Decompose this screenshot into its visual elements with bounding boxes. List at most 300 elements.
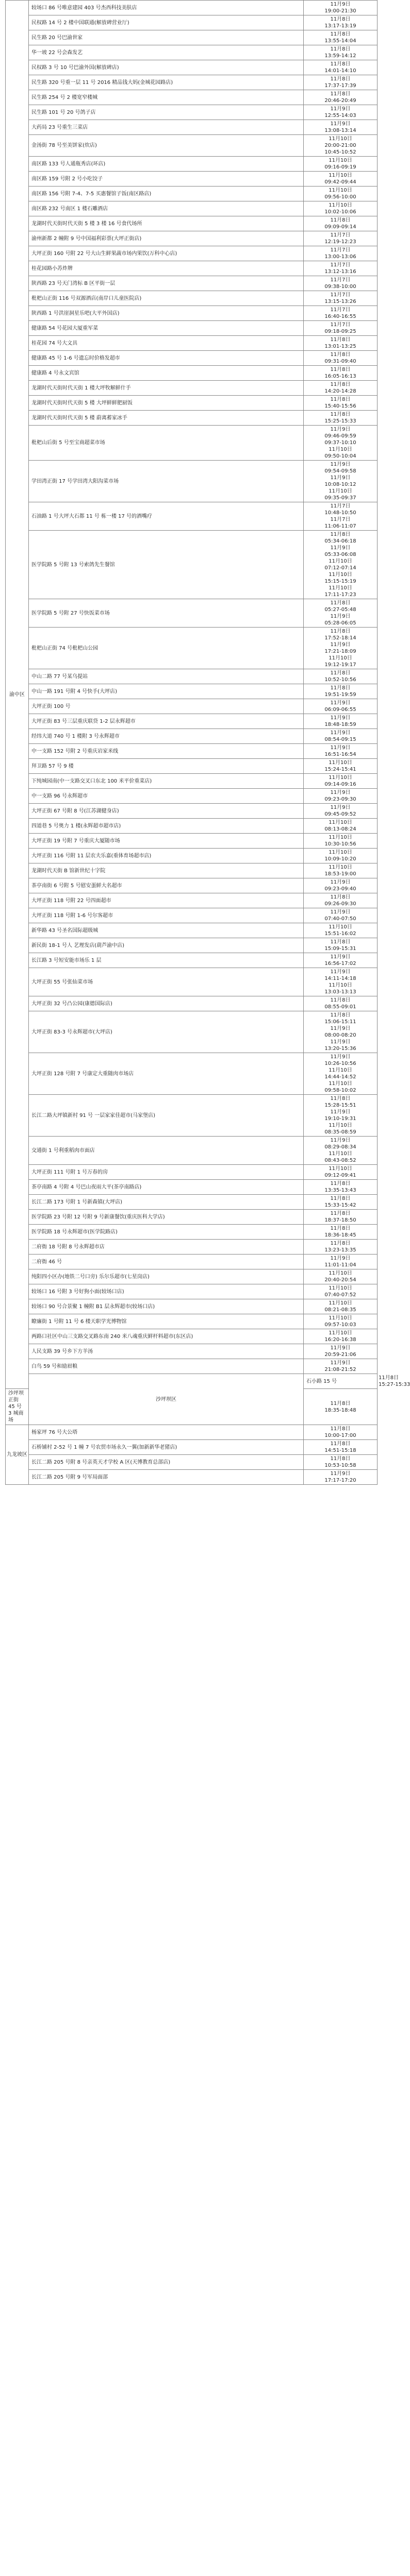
time-line: 14:11-14:18 [324, 976, 356, 981]
time-line: 20:40-20:54 [324, 1277, 356, 1283]
time-line: 07:40-07:52 [324, 1292, 356, 1298]
time-cell [304, 908, 378, 923]
place-cell: 枇杷山正街 116 号双源酒店(南岸口儿童医院店) [29, 291, 304, 306]
place-cell: 石油路 1 号大坪大石都 11 号 栋一楼 17 号的酒嘴疗 [29, 502, 304, 531]
time-line: 11月8日 [330, 939, 351, 945]
table-row [6, 759, 378, 774]
time-cell [304, 729, 378, 744]
time-cell [304, 321, 378, 336]
time-line: 11月10日 [329, 447, 352, 452]
place-cell: 大坪正街 32 号凸公园(康德国际店) [29, 996, 304, 1011]
time-line: 11月10日 [329, 1151, 352, 1157]
time-line: 11月8日 [330, 1426, 351, 1432]
time-line: 10:48-10:50 [324, 510, 356, 516]
time-cell [304, 1425, 378, 1440]
table-row: 沙坪坝区 石小路 15 号 11月8日 15:27-15:33 [6, 1374, 378, 1389]
place-cell: 健康路 4 号永文宾馆 [29, 366, 304, 381]
time-cell [304, 1210, 378, 1225]
place-cell: 长江路 3 号短安能市场乐 1 层 [29, 953, 304, 968]
place-cell: 白鸟 59 号和励眉粮 [29, 1359, 304, 1374]
time-cell [304, 1137, 378, 1165]
time-line: 14:01-14:10 [324, 68, 356, 74]
time-cell [304, 201, 378, 216]
time-line: 11月9日 [330, 1109, 351, 1115]
table-row [6, 669, 378, 684]
time-line: 11月8日 [330, 91, 351, 97]
time-line: 11月8日 [330, 337, 351, 343]
time-line: 11月10日 [329, 1315, 352, 1321]
table-row [6, 201, 378, 216]
table-row [6, 996, 378, 1011]
time-cell [304, 1011, 378, 1053]
time-line: 10:30-10:56 [324, 841, 356, 847]
time-line: 07:12-07:14 [324, 565, 356, 571]
time-cell [304, 759, 378, 774]
place-cell: 长江二路 173 号附 1 号新森镇(大坪店) [29, 1195, 304, 1210]
place-cell: 桂花园 74 号大文具 [29, 336, 304, 351]
place-cell: 长江二路 205 号附 9 号军局面部 [29, 1470, 304, 1485]
time-line: 05:33-06:08 [324, 552, 356, 557]
place-cell: 茶亭南街 6 号附 5 号慰安蛋鲜大名超市 [29, 878, 304, 893]
place-cell: 民生路 320 号重一层 11 号 2016 精品钱大妈(金城花园路店) [29, 75, 304, 90]
place-cell: 瞭廉街 1 号附 11 号 6 楼天职学光博物馆 [29, 1314, 304, 1329]
time-cell [304, 1344, 378, 1359]
time-line: 09:14-09:16 [324, 782, 356, 787]
time-cell [304, 531, 378, 599]
time-line: 11月10日 [329, 572, 352, 578]
time-line: 09:50-10:04 [324, 453, 356, 459]
table-row [6, 426, 378, 461]
table-row [6, 774, 378, 789]
time-line: 11月9日 [330, 1256, 351, 1261]
place-cell: 医学院路 5 号附 27 号快饭菜市场 [29, 599, 304, 628]
time-line: 15:28-15:51 [324, 1103, 356, 1108]
time-line: 16:51-16:54 [324, 752, 356, 757]
place-cell: 大坪正街 116 号附 11 层农夫乐嘉(重体育场超市店) [29, 849, 304, 863]
time-line: 13:01-13:25 [324, 344, 356, 349]
table-row [6, 261, 378, 276]
table-row [6, 135, 378, 157]
place-cell: 华一坡 22 号会森发艺 [29, 45, 304, 60]
time-cell [304, 669, 378, 684]
time-line: 19:10-19:31 [324, 1116, 356, 1122]
district-cell: 渝中区 [6, 1, 29, 1389]
table-row [6, 105, 378, 120]
time-line: 11月7日 [330, 503, 351, 509]
time-line: 11月7日 [330, 307, 351, 313]
time-line: 09:46-09:59 [324, 433, 356, 439]
table-row [6, 599, 378, 628]
time-cell [304, 789, 378, 804]
table-row [6, 714, 378, 729]
time-line: 11月7日 [330, 262, 351, 268]
table-row [6, 1095, 378, 1137]
time-line: 13:12-13:16 [324, 269, 356, 275]
time-line: 11月8日 [330, 1241, 351, 1246]
place-cell: 枇杷山正街 74 号枇杷山公园 [29, 628, 304, 669]
time-line: 13:35-13:43 [324, 1188, 356, 1193]
table-row [6, 1359, 378, 1374]
table-row [6, 216, 378, 231]
place-cell: 二府衙 18 号附 8 号永辉超市店 [29, 1240, 304, 1255]
place-cell: 学田湾正街 17 号学田湾大阳沟菜市场 [29, 461, 304, 502]
table-row [6, 953, 378, 968]
time-line: 11月9日 [330, 1026, 351, 1031]
time-line: 10:00-17:00 [324, 1433, 356, 1438]
time-line: 15:51-16:02 [324, 931, 356, 937]
table-row [6, 1195, 378, 1210]
place-cell: 人民支路 39 号乡下方羊汤 [29, 1344, 304, 1359]
time-line: 09:58-10:02 [324, 1088, 356, 1093]
time-cell [304, 804, 378, 819]
time-line: 11月9日 [330, 427, 351, 432]
place-cell: 四道巷 5 号奥力 1 楼(永辉超市超市店) [29, 819, 304, 834]
place-cell: 大药局 23 号重生三菜店 [29, 120, 304, 135]
time-cell [304, 30, 378, 45]
table-row [6, 968, 378, 996]
time-line: 11月9日 [330, 954, 351, 960]
time-line: 11月8日 [330, 1196, 351, 1201]
time-cell [304, 1314, 378, 1329]
time-cell [304, 276, 378, 291]
time-line: 11月9日 [330, 642, 351, 648]
time-line: 11月10日 [329, 835, 352, 840]
place-cell: 大坪正街 55 号张仙菜市场 [29, 968, 304, 996]
time-line: 11月8日 [330, 670, 351, 676]
table-row [6, 729, 378, 744]
time-line: 11月9日 [330, 1039, 351, 1045]
place-cell: 龙湖时代天街时代天街 1 楼大坪牧解鲜什手 [29, 381, 304, 396]
time-line: 11月10日 [329, 173, 352, 178]
time-line: 11月9日 [330, 545, 351, 551]
time-line: 16:56-17:02 [324, 961, 356, 967]
time-line: 11月10日 [329, 1270, 352, 1276]
time-line: 09:12-09:41 [324, 1173, 356, 1178]
place-cell: 大坪正街 118 号附 22 号四面超市 [29, 893, 304, 908]
time-line: 11月10日 [329, 982, 352, 988]
table-row [6, 321, 378, 336]
time-line: 09:54-09:58 [324, 468, 356, 474]
table-row [6, 75, 378, 90]
time-line: 08:55-09:01 [324, 1004, 356, 1010]
time-line: 17:37-17:39 [324, 83, 356, 89]
time-cell [304, 1240, 378, 1255]
time-cell [304, 996, 378, 1011]
place-cell: 南区路 159 号附 2 号小吃饺子 [29, 172, 304, 187]
place-cell: 南区路 232 号南区 1 楼石雕酒店 [29, 201, 304, 216]
table-row [6, 893, 378, 908]
time-line: 11月10日 [329, 655, 352, 661]
time-line: 11月9日 [330, 614, 351, 619]
time-line: 11月8日 [330, 894, 351, 900]
time-cell [304, 849, 378, 863]
time-line: 11月10日 [329, 585, 352, 591]
table-row [6, 834, 378, 849]
time-line: 11月9日 [330, 462, 351, 467]
time-line: 14:20-14:28 [324, 388, 356, 394]
table-row [6, 90, 378, 105]
time-line: 11月9日 [330, 730, 351, 736]
time-line: 11月7日 [330, 322, 351, 328]
time-line: 11月9日 [330, 1471, 351, 1477]
table-row [6, 1470, 378, 1485]
place-cell: 较场口 16 号附 3 号好狗小面(较场口店) [29, 1284, 304, 1299]
time-line: 15:15-15:19 [324, 579, 356, 584]
time-line: 11月8日 [330, 1226, 351, 1231]
time-line: 13:20-15:36 [324, 1046, 356, 1052]
time-line: 11月8日 [330, 61, 351, 67]
time-line: 09:09-09:14 [324, 224, 356, 230]
time-cell [304, 411, 378, 426]
time-line: 09:18-09:25 [324, 329, 356, 334]
time-cell [304, 231, 378, 246]
place-cell: 枇杷山后街 5 号至宝商超菜市场 [29, 426, 304, 461]
time-line: 15:40-15:56 [324, 403, 356, 409]
time-line: 11月9日 [330, 909, 351, 915]
time-line: 11月10日 [329, 1330, 352, 1336]
place-cell: 沙坪坝正街 45 号 3 城商场 [6, 1389, 29, 1425]
time-line: 16:05-16:13 [324, 374, 356, 379]
table-row [6, 804, 378, 819]
time-cell [304, 968, 378, 996]
table-row [6, 849, 378, 863]
place-cell: 石桥铺村 2-52 号 1 幢 7 号农贸市场永久一翼(加新新华老猪店) [29, 1440, 304, 1455]
table-row [6, 531, 378, 599]
place-cell: 医学院路 23 号附 12 号附 9 号新康餐饮(重庆医科大学店) [29, 1210, 304, 1225]
time-cell [304, 120, 378, 135]
time-cell [304, 105, 378, 120]
table-row [6, 1344, 378, 1359]
time-line: 10:26-10:56 [324, 1061, 356, 1066]
district-cell: 沙坪坝区 [29, 1374, 304, 1425]
table-row [6, 502, 378, 531]
time-line: 11:01-11:04 [324, 1262, 356, 1268]
table-row [6, 938, 378, 953]
time-cell [304, 893, 378, 908]
table-row [6, 172, 378, 187]
time-line: 11月8日 [330, 1096, 351, 1101]
time-line: 08:35-08:59 [324, 1129, 356, 1135]
time-line: 20:00-21:00 [324, 143, 356, 148]
place-cell: 民权路 14 号 2 楼中国联通(解放碑营业厅) [29, 15, 304, 30]
time-line: 11月10日 [329, 775, 352, 781]
place-cell: 南区路 133 号人通瓶秀店(环店) [29, 157, 304, 172]
time-cell [304, 1470, 378, 1485]
place-cell: 交通街 1 号利重稻肉市面店 [29, 1137, 304, 1165]
time-cell [304, 1, 378, 15]
time-line: 19:12-19:17 [324, 662, 356, 668]
time-cell [304, 744, 378, 759]
time-cell [304, 878, 378, 893]
place-cell: 民生路 20 号巴渝世家 [29, 30, 304, 45]
time-line: 07:40-07:50 [324, 916, 356, 922]
time-cell [304, 1095, 378, 1137]
table-row [6, 1011, 378, 1053]
table-row [6, 246, 378, 261]
place-cell: 大坪正街 111 号附 1 号万春的房 [29, 1165, 304, 1180]
time-cell [304, 306, 378, 321]
time-line: 16:20-16:38 [324, 1337, 356, 1343]
place-cell: 龙湖时代天街 B 馆新世纪十字院 [29, 863, 304, 878]
table-row [6, 396, 378, 411]
time-line: 11月10日 [329, 488, 352, 494]
time-line: 09:57-10:03 [324, 1322, 356, 1328]
time-line: 11月7日 [330, 247, 351, 253]
time-line: 11月7日 [330, 277, 351, 283]
time-cell [304, 628, 378, 669]
time-line: 11月8日 [330, 1211, 351, 1216]
time-line: 20:46-20:49 [324, 98, 356, 104]
place-cell: 桂花园路小苏炸牌 [29, 261, 304, 276]
time-line: 20:59-21:06 [324, 1352, 356, 1358]
time-line: 11月9日 [330, 1054, 351, 1060]
time-line: 11月10日 [329, 188, 352, 193]
place-cell: 茶亭南路 4 号附 4 号巴山夜雨大平(茶亭南路店) [29, 1180, 304, 1195]
table-row [6, 336, 378, 351]
time-line: 15:25-15:33 [324, 418, 356, 424]
time-line: 10:08-10:12 [324, 482, 356, 487]
time-line: 15:33-15:42 [324, 1202, 356, 1208]
time-line: 11月10日 [329, 558, 352, 564]
place-cell: 大坪正街 83 号三层重庆联贷 1-2 层永辉超市 [29, 714, 304, 729]
place-cell: 大坪正街 128 号附 7 号康定大重随肉市场店 [29, 1053, 304, 1095]
table-row [6, 411, 378, 426]
place-cell: 南区路 156 号附 7-4、7-5 买惠餐馆子饭(南区路店) [29, 187, 304, 201]
time-line: 08:29-08:34 [324, 1144, 356, 1150]
place-cell: 两路口社区中山三支路交叉路东南 240 米八魂重庆鲜杆料超市(东区店) [29, 1329, 304, 1344]
place-cell: 大坪正街 67 号附 8 号(江苏湖健身店) [29, 804, 304, 819]
time-cell [304, 923, 378, 938]
time-line: 18:53-19:00 [324, 871, 356, 877]
time-line: 16:40-16:55 [324, 314, 356, 319]
time-line: 11月8日 [330, 532, 351, 537]
table-row [6, 1, 378, 15]
time-line: 11月9日 [330, 805, 351, 810]
time-line: 17:21-18:09 [324, 649, 356, 654]
time-line: 15:09-15:31 [324, 946, 356, 952]
time-cell [304, 684, 378, 699]
table-row [6, 1137, 378, 1165]
time-line: 11月10日 [329, 158, 352, 163]
place-cell: 大坪正街 118 号附 1-6 号尔客超市 [29, 908, 304, 923]
time-line: 08:54-09:15 [324, 737, 356, 742]
place-cell: 民生路 254 号 2 楼宽窄楼城 [29, 90, 304, 105]
place-cell: 民权路 3 号 10 号巴渝外国(解放碑店) [29, 60, 304, 75]
place-cell: 下纯城园南(中一支路交叉口东北 100 米平价重菜店) [29, 774, 304, 789]
place-cell: 新民街 18-1 号人 艺理发店(葫芦渝中店) [29, 938, 304, 953]
place-cell: 较场口 86 号唯意建园 403 号杰西科技美肤店 [29, 1, 304, 15]
time-cell [304, 819, 378, 834]
time-cell [304, 1389, 378, 1425]
time-cell [304, 599, 378, 628]
time-cell [304, 1255, 378, 1269]
table-row [6, 1455, 378, 1470]
locations-table [5, 0, 410, 1485]
table-row [6, 908, 378, 923]
time-cell [304, 699, 378, 714]
place-cell: 中山二路 77 号某乌提站 [29, 669, 304, 684]
place-cell: 二府衙 46 号 [29, 1255, 304, 1269]
time-cell [304, 45, 378, 60]
time-cell [304, 1455, 378, 1470]
time-line: 09:26-09:30 [324, 901, 356, 907]
time-line: 11:06-11:07 [324, 523, 356, 529]
time-cell [304, 863, 378, 878]
time-line: 11月9日 [330, 879, 351, 885]
table-row [6, 628, 378, 669]
time-cell [304, 1195, 378, 1210]
time-cell [304, 426, 378, 461]
table-row [6, 120, 378, 135]
time-line: 11月10日 [329, 820, 352, 825]
time-line: 15:24-15:41 [324, 767, 356, 772]
time-line: 11月9日 [330, 1138, 351, 1143]
time-line: 11月8日 [330, 76, 351, 82]
table-row [6, 1210, 378, 1225]
time-line: 13:08-13:14 [324, 128, 356, 133]
time-line: 11月10日 [329, 1166, 352, 1172]
time-line: 11月8日 [330, 412, 351, 417]
time-line: 11月8日 [330, 367, 351, 372]
place-cell: 民生路 101 号 20 号鸽子店 [29, 105, 304, 120]
table-row [6, 1053, 378, 1095]
time-line: 11月10日 [329, 865, 352, 870]
time-line: 11月9日 [330, 475, 351, 481]
time-line: 11月10日 [329, 202, 352, 208]
time-line: 13:23-13:35 [324, 1247, 356, 1253]
time-line: 11月9日 [330, 1345, 351, 1351]
time-line: 17:11-17:23 [324, 592, 356, 598]
table-row [6, 60, 378, 75]
table-row [6, 1425, 378, 1440]
table-row [6, 381, 378, 396]
time-line: 10:53-10:58 [324, 1463, 356, 1468]
table-row [6, 923, 378, 938]
time-line: 09:35-09:37 [324, 495, 356, 501]
time-line: 11月10日 [329, 1123, 352, 1128]
time-line: 15:06-15:11 [324, 1019, 356, 1025]
time-line: 11月8日 [330, 352, 351, 358]
time-line: 18:36-18:45 [324, 1232, 356, 1238]
time-cell [304, 834, 378, 849]
place-cell: 大坪正街 19 号附 7 号重庆大厦随市场 [29, 834, 304, 849]
time-line: 09:23-09:40 [324, 886, 356, 892]
time-line: 19:51-19:59 [324, 692, 356, 698]
table-row [6, 30, 378, 45]
time-line: 11月10日 [329, 760, 352, 766]
place-cell: 陕西路 1 号洪崖洞星乐吧(大平外国店) [29, 306, 304, 321]
table-row [6, 1165, 378, 1180]
table-row [6, 789, 378, 804]
time-line: 11月8日 [330, 1012, 351, 1018]
table-row [6, 1269, 378, 1284]
time-line: 11月8日 [330, 31, 351, 37]
time-line: 05:34-06:18 [324, 538, 356, 544]
time-line: 09:42-09:44 [324, 179, 356, 185]
table-row [6, 684, 378, 699]
time-line: 11月10日 [329, 136, 352, 142]
table-row [6, 461, 378, 502]
table-row [6, 1255, 378, 1269]
time-line: 11月8日 [330, 16, 351, 22]
time-cell [304, 1180, 378, 1195]
time-line: 17:17-17:20 [324, 1478, 356, 1483]
time-cell [304, 216, 378, 231]
record-sheet [5, 0, 410, 2576]
table-row [6, 878, 378, 893]
time-line: 11月10日 [329, 924, 352, 930]
time-line: 05:28-06:05 [324, 620, 356, 626]
